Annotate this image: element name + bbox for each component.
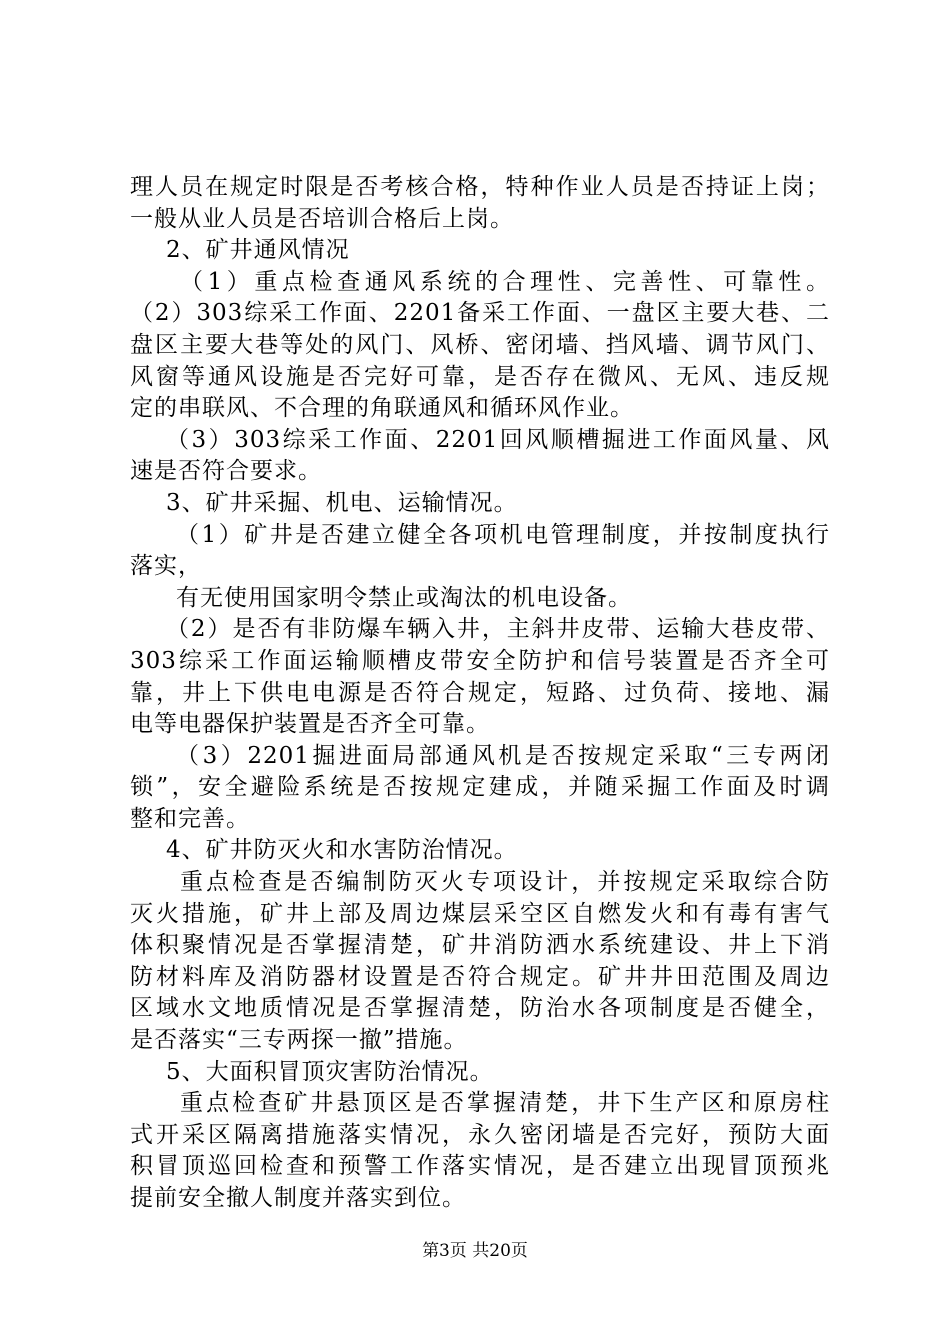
text-line: （2）303综采工作面、2201备采工作面、一盘区主要大巷、二: [130, 300, 830, 327]
text-line: 积冒顶巡回检查和预警工作落实情况，是否建立出现冒顶预兆: [130, 1153, 830, 1180]
text-line: 2、矿井通风情况: [166, 237, 350, 264]
page-footer: 第3页 共20页: [422, 1241, 528, 1261]
text-line: 定的串联风、不合理的角联通风和循环风作业。: [130, 395, 634, 422]
document-body: [130, 172, 830, 1215]
text-line: 防材料库及消防器材设置是否符合规定。矿井井田范围及周边: [130, 963, 830, 990]
text-line: 整和完善。: [130, 805, 250, 832]
text-line: 一般从业人员是否培训合格后上岗。: [130, 205, 514, 232]
text-line: 4、矿井防灭火和水害防治情况。: [166, 837, 518, 864]
text-line: （1）重点检查通风系统的合理性、完善性、可靠性。: [180, 268, 830, 295]
text-line: 灭火措施，矿井上部及周边煤层采空区自燃发火和有毒有害气: [130, 900, 830, 927]
text-line: 速是否符合要求。: [130, 458, 322, 485]
text-line: 303综采工作面运输顺槽皮带安全防护和信号装置是否齐全可: [130, 647, 830, 674]
text-line: 区域水文地质情况是否掌握清楚，防治水各项制度是否健全，: [130, 995, 830, 1022]
text-line: 电等电器保护装置是否齐全可靠。: [130, 711, 490, 738]
text-line: 体积聚情况是否掌握清楚，矿井消防洒水系统建设、井上下消: [130, 932, 830, 959]
text-line: （3）303综采工作面、2201回风顺槽掘进工作面风量、风: [166, 426, 830, 453]
text-line: 重点检查矿井悬顶区是否掌握清楚，井下生产区和原房柱: [180, 1090, 830, 1117]
text-line: 重点检查是否编制防灭火专项设计，并按规定采取综合防: [180, 869, 830, 896]
text-line: 靠，井上下供电电源是否符合规定，短路、过负荷、接地、漏: [130, 679, 830, 706]
text-line: 锁”，安全避险系统是否按规定建成，并随采掘工作面及时调: [130, 774, 830, 801]
text-line: 盘区主要大巷等处的风门、风桥、密闭墙、挡风墙、调节风门、: [130, 331, 830, 358]
text-line: （2）是否有非防爆车辆入井，主斜井皮带、运输大巷皮带、: [166, 616, 830, 643]
text-line: （1）矿井是否建立健全各项机电管理制度，并按制度执行: [176, 521, 830, 548]
text-line: 3、矿井采掘、机电、运输情况。: [166, 489, 518, 516]
text-line: 5、大面积冒顶灾害防治情况。: [166, 1058, 494, 1085]
text-line: 理人员在规定时限是否考核合格，特种作业人员是否持证上岗；: [130, 174, 830, 200]
text-line: 风窗等通风设施是否完好可靠，是否存在微风、无风、违反规: [130, 363, 830, 390]
text-line: 式开采区隔离措施落实情况，永久密闭墙是否完好，预防大面: [130, 1121, 830, 1148]
text-line: 是否落实“三专两探一撤”措施。: [130, 1027, 468, 1054]
text-line: 落实，: [130, 553, 202, 580]
text-line: 提前安全撤人制度并落实到位。: [130, 1185, 466, 1211]
text-line: 有无使用国家明令禁止或淘汰的机电设备。: [176, 584, 632, 611]
text-line: （3）2201掘进面局部通风机是否按规定采取“三专两闭: [176, 742, 830, 769]
